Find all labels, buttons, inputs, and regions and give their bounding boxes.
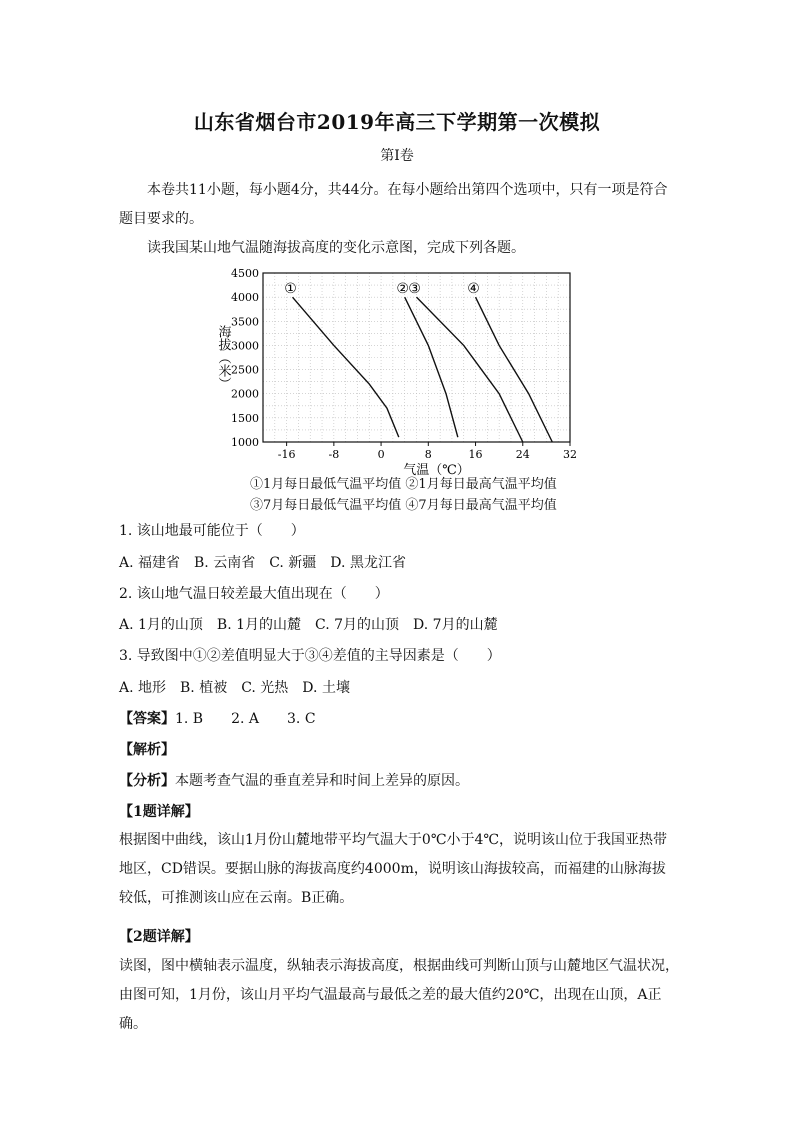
- chart-grid: [263, 273, 570, 442]
- answer-values: 1. B 2. A 3. C: [175, 711, 316, 727]
- question-1-options: A. 福建省 B. 云南省 C. 新疆 D. 黑龙江省: [119, 555, 406, 571]
- q2-detail-label: 【2题详解】: [119, 929, 199, 945]
- fenxi-label: 【分析】: [119, 773, 175, 789]
- fenxi-text: 本题考查气温的垂直差异和时间上差异的原因。: [175, 773, 469, 789]
- question-3-stem: 3. 导致图中①②差值明显大于③④差值的主导因素是（ ）: [119, 648, 501, 664]
- q1-detail-label: 【1题详解】: [119, 804, 199, 820]
- answer-label: 【答案】: [119, 711, 175, 727]
- section-subtitle: 第Ⅰ卷: [380, 148, 414, 164]
- question-2-options: A. 1月的山顶 B. 1月的山麓 C. 7月的山顶 D. 7月的山麓: [119, 617, 498, 633]
- y-tick-label: 2000: [231, 387, 259, 401]
- question-1-stem: 1. 该山地最可能位于（ ）: [119, 523, 305, 539]
- q1-detail-text: 根据图中曲线，该山1月份山麓地带平均气温大于0℃小于4℃，说明该山位于我国亚热带地区，CD错误。要据山脉的海拔高度约4000m，说明该山海拔较高，而福建的山脉海拔较低，可推测该山应在云南。B正确。: [119, 832, 668, 906]
- x-axis-label: 气温（℃）: [403, 463, 470, 478]
- legend-row-1: [250, 473, 557, 492]
- series-label-2: ②: [396, 281, 409, 298]
- x-tick-label: 8: [424, 448, 432, 461]
- legend-item-2: ②1月每日最高气温平均值: [405, 477, 557, 492]
- read-prompt: 读我国某山地气温随海拔高度的变化示意图，完成下列各题。: [147, 240, 525, 256]
- analysis-label: 【解析】: [119, 742, 175, 758]
- x-tick-label: 0: [377, 448, 385, 461]
- series-label-1: ①: [284, 281, 297, 298]
- question-3-options: A. 地形 B. 植被 C. 光热 D. 土壤: [119, 680, 350, 696]
- intro-paragraph: 本卷共11小题，每小题4分，共44分。在每小题给出第四个选项中，只有一项是符合题目要求的。: [119, 182, 668, 227]
- question-2-stem: 2. 该山地气温日较差最大值出现在（ ）: [119, 586, 389, 602]
- page-title: 山东省烟台市2019年高三下学期第一次模拟: [193, 110, 601, 134]
- legend-row-2: [250, 494, 557, 513]
- x-tick-label: 16: [468, 448, 483, 461]
- legend-item-1: ①1月每日最低气温平均值: [250, 477, 402, 492]
- y-axis-label: 海拔（米）: [215, 325, 231, 390]
- series-line-2: [405, 297, 458, 437]
- y-tick-label: 1500: [231, 411, 259, 425]
- q2-detail-text: 读图，图中横轴表示温度，纵轴表示海拔高度，根据曲线可判断山顶与山麓地区气温状况，由图可知，1月份，该山月平均气温最高与最低之差的最大值约20℃，出现在山顶，A正确。: [119, 958, 679, 1032]
- y-tick-label: 4500: [231, 267, 259, 280]
- y-tick-label: 1000: [231, 436, 259, 449]
- legend-item-3: ③7月每日最低气温平均值: [250, 498, 402, 513]
- answer-line: [119, 708, 316, 728]
- y-tick-label: 4000: [231, 291, 259, 305]
- x-tick-label: -16: [277, 448, 296, 461]
- x-tick-label: -8: [328, 448, 340, 461]
- legend-item-4: ④7月每日最高气温平均值: [405, 498, 557, 513]
- y-tick-label: 3500: [231, 315, 259, 329]
- fenxi-line: [119, 770, 469, 790]
- series-label-3: ③: [408, 281, 421, 298]
- y-tick-label: 3000: [231, 339, 259, 353]
- x-tick-label: 24: [515, 448, 530, 461]
- series-label-4: ④: [467, 281, 480, 298]
- y-tick-label: 2500: [231, 363, 259, 377]
- x-tick-label: 32: [563, 448, 577, 461]
